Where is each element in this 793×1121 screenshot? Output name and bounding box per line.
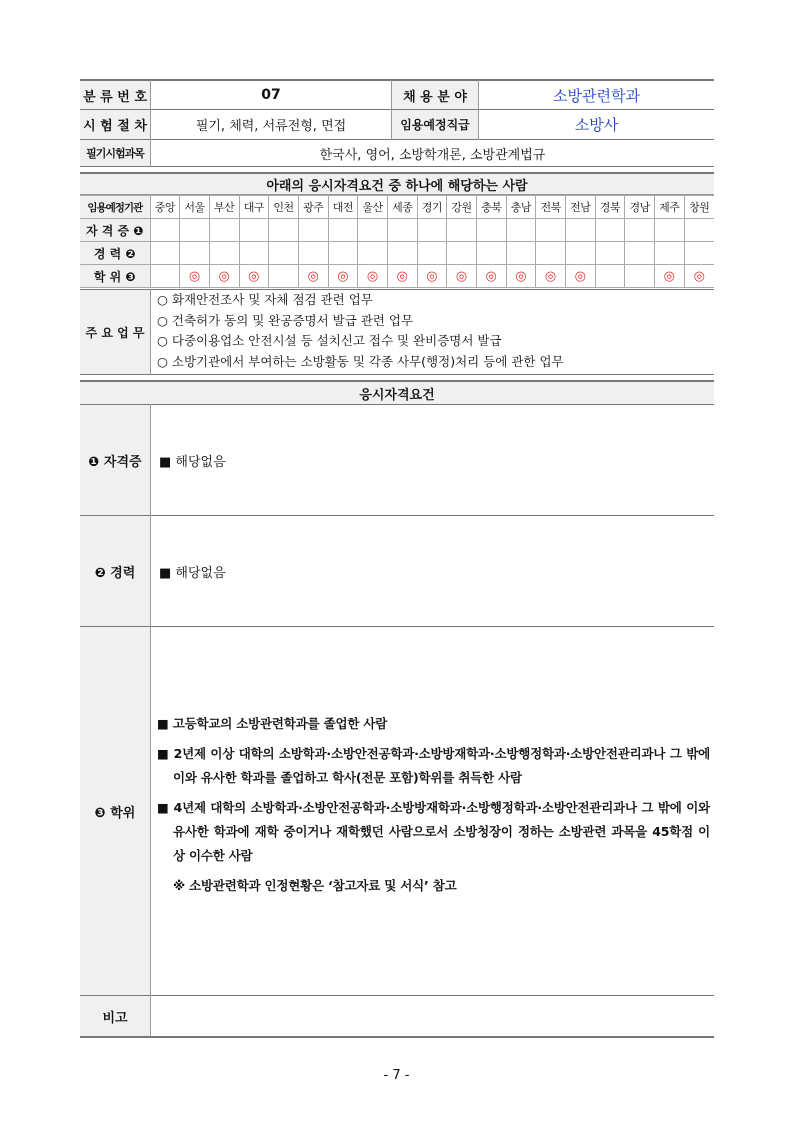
matrix-mark [506,219,536,242]
matrix-title: 아래의 응시자격요건 중 하나에 해당하는 사람 [80,174,714,195]
remark-text [151,996,714,1036]
matrix-mark: ◎ [209,265,239,288]
region-header-8: 세종 [387,196,417,219]
matrix-mark: ◎ [684,265,714,288]
matrix-mark [180,242,210,265]
region-header-0: 중앙 [150,196,180,219]
matrix-mark [150,242,180,265]
class-no-value: 07 [261,87,281,103]
matrix-mark [595,242,625,265]
region-header-1: 서울 [180,196,210,219]
region-header-3: 대구 [239,196,269,219]
exam-label: 시 험 절 차 [80,110,150,139]
matrix-mark [269,242,299,265]
rank-value: 소방사 [574,116,619,134]
matrix-mark [239,219,269,242]
subjects-label: 필기시험과목 [80,140,150,166]
matrix-mark: ◎ [298,265,328,288]
matrix-mark: ◎ [447,265,477,288]
region-header-15: 경북 [595,196,625,219]
matrix-mark [209,219,239,242]
matrix-mark [417,219,447,242]
matrix-mark: ◎ [417,265,447,288]
matrix-mark [269,265,299,288]
remark-label: 비고 [80,996,150,1036]
degree-item: ■ 고등학교의 소방관련학과를 졸업한 사람 [157,716,388,731]
req-title: 응시자격요건 [80,382,714,404]
matrix-mark [536,219,566,242]
matrix-row-label: 경 력 ❷ [80,242,150,265]
matrix-mark [447,219,477,242]
matrix-mark [654,219,684,242]
matrix-mark [565,219,595,242]
duties-label: 주 요 업 무 [80,290,150,374]
matrix-mark [595,219,625,242]
degree-note: ※ 소방관련학과 인정현황은 ‘참고자료 및 서식’ 참고 [173,878,457,893]
matrix-mark [387,242,417,265]
matrix-mark [565,242,595,265]
matrix-mark: ◎ [180,265,210,288]
matrix-mark: ◎ [565,265,595,288]
region-header-16: 경남 [625,196,655,219]
career-label: ❷ 경력 [80,516,150,626]
field-value: 소방관련학과 [553,86,640,105]
matrix-mark [180,219,210,242]
matrix-mark [358,219,388,242]
class-no-label: 분 류 번 호 [80,81,150,109]
exam-value: 필기, 체력, 서류전형, 면접 [195,119,347,134]
matrix-mark [684,219,714,242]
matrix-mark [684,242,714,265]
matrix-mark [625,219,655,242]
region-header-14: 전남 [565,196,595,219]
matrix-mark [476,219,506,242]
matrix-mark: ◎ [328,265,358,288]
region-header-11: 충북 [476,196,506,219]
matrix-mark [209,242,239,265]
degree-item: ■ 2년제 이상 대학의 소방학과·소방안전공학과·소방방재학과·소방행정학과·소방안전관리과나 그 밖에 이와 유사한 학과를 졸업하고 학사(전문 포함)학위를 취득한 사람 [157,746,710,785]
region-header-18: 창원 [684,196,714,219]
matrix-mark [298,219,328,242]
degree-item: ■ 4년제 대학의 소방학과·소방안전공학과·소방방재학과·소방행정학과·소방안전관리과나 그 밖에 이와 유사한 학과에 재학 중이거나 재학했던 사람으로서 소방청장이 정하는 소방관련 과목을 45학점 이상 이수한 사람 [157,800,710,863]
duty-item: ○ 소방기관에서 부여하는 소방활동 및 각종 사무(행정)처리 등에 관한 업무 [157,353,564,369]
matrix-mark: ◎ [654,265,684,288]
matrix-mark [595,265,625,288]
region-header-2: 부산 [209,196,239,219]
matrix-mark [328,242,358,265]
career-text: ■ 해당없음 [159,565,226,581]
rank-label: 임용예정직급 [392,110,478,139]
duty-item: ○ 건축허가 동의 및 완공증명서 발급 관련 업무 [157,312,414,328]
cert-text: ■ 해당없음 [159,454,226,470]
matrix-mark [269,219,299,242]
matrix-mark [536,242,566,265]
matrix-mark: ◎ [239,265,269,288]
matrix-table [80,195,714,288]
duty-item: ○ 화재안전조사 및 자체 점검 관련 업무 [157,292,373,307]
region-header-5: 광주 [298,196,328,219]
matrix-mark: ◎ [506,265,536,288]
matrix-mark [150,265,180,288]
subjects-value: 한국사, 영어, 소방학개론, 소방관계법규 [319,147,546,163]
matrix-mark: ◎ [387,265,417,288]
matrix-mark [506,242,536,265]
matrix-mark [476,242,506,265]
org-label: 임용예정기관 [80,196,150,219]
matrix-mark: ◎ [536,265,566,288]
field-label: 채 용 분 야 [392,81,478,109]
matrix-mark [150,219,180,242]
matrix-mark [328,219,358,242]
matrix-mark [358,242,388,265]
matrix-mark [625,265,655,288]
matrix-mark: ◎ [476,265,506,288]
cert-label: ❶ 자격증 [80,405,150,515]
duty-item: ○ 다중이용업소 안전시설 등 설치신고 접수 및 완비증명서 발급 [157,333,502,348]
matrix-mark [447,242,477,265]
matrix-mark [387,219,417,242]
page-number: - 7 - [383,1067,410,1083]
matrix-row-label: 자 격 증 ❶ [80,219,150,242]
matrix-mark [239,242,269,265]
region-header-9: 경기 [417,196,447,219]
matrix-mark: ◎ [358,265,388,288]
matrix-mark [417,242,447,265]
region-header-13: 전북 [536,196,566,219]
region-header-17: 제주 [654,196,684,219]
region-header-10: 강원 [447,196,477,219]
degree-label: ❸ 학위 [80,627,150,995]
region-header-7: 울산 [358,196,388,219]
matrix-mark [654,242,684,265]
region-header-6: 대전 [328,196,358,219]
region-header-12: 충남 [506,196,536,219]
matrix-row-label: 학 위 ❸ [80,265,150,288]
matrix-mark [298,242,328,265]
matrix-mark [625,242,655,265]
region-header-4: 인천 [269,196,299,219]
